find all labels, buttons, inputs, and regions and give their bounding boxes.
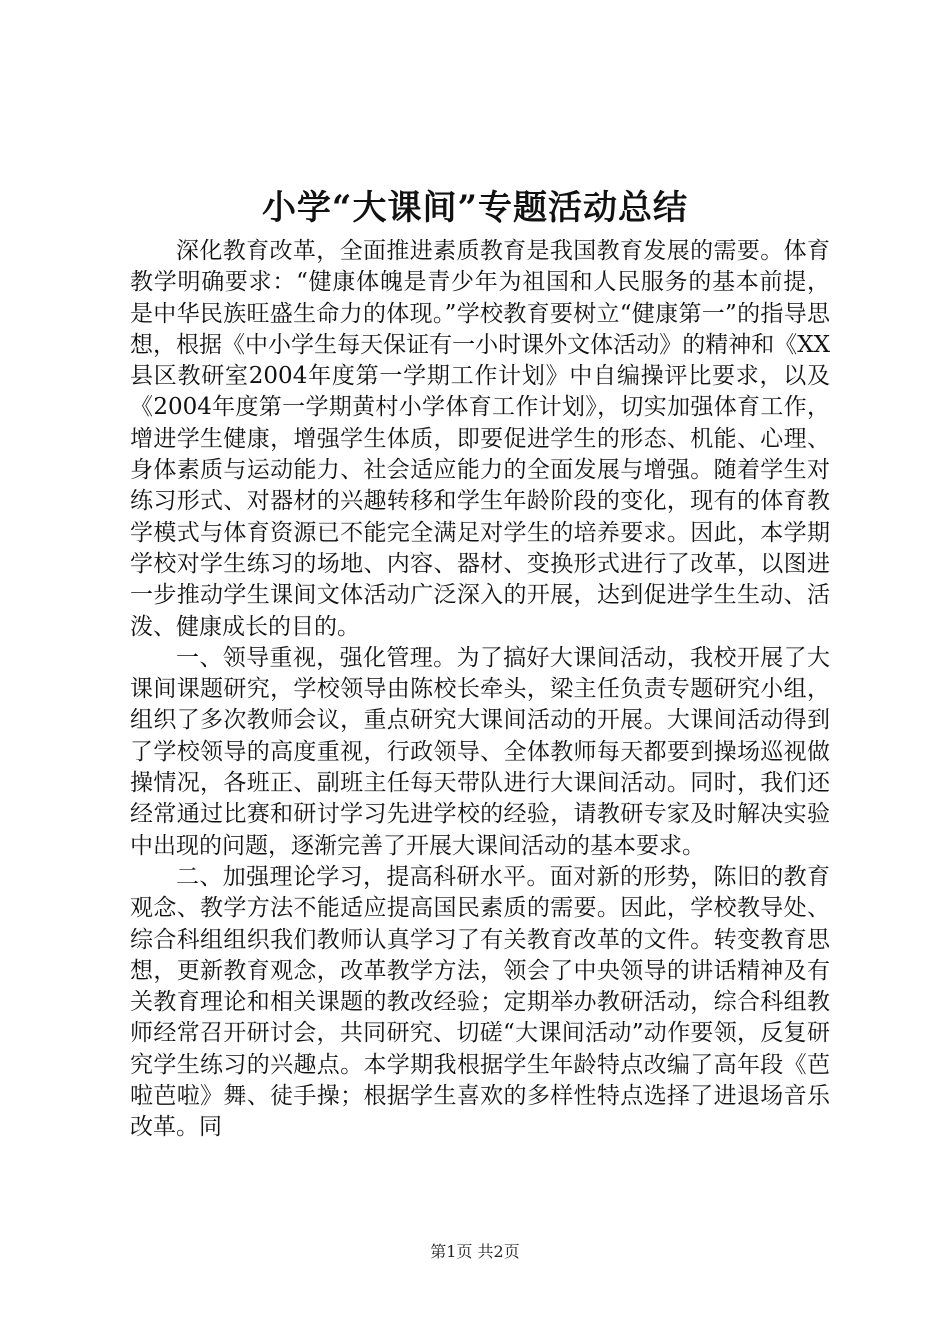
- paragraph-intro: 深化教育改革，全面推进素质教育是我国教育发展的需要。体育教学明确要求：“健康体魄是青少年为祖国和人民服务的基本前提，是中华民族旺盛生命力的体现。”学校教育要树立“健康第一”的指导思想，根据《中小学生每天保证有一小时课外文体活动》的精神和《XX县区教研室2004年度第一学期工作计划》中自编操评比要求，以及《2004年度第一学期黄村小学体育工作计划》，切实加强体育工作，增进学生健康，增强学生体质，即要促进学生的形态、机能、心理、身体素质与运动能力、社会适应能力的全面发展与增强。随着学生对练习形式、对器材的兴趣转移和学生年龄阶段的变化，现有的体育教学模式与体育资源已不能完全满足对学生的培养要求。因此，本学期学校对学生练习的场地、内容、器材、变换形式进行了改革，以图进一步推动学生课间文体活动广泛深入的开展，达到促进学生生动、活泼、健康成长的目的。: [130, 238, 830, 640]
- paragraph-section-2: 二、加强理论学习，提高科研水平。面对新的形势，陈旧的教育观念、教学方法不能适应提高国民素质的需要。因此，学校教导处、综合科组组织我们教师认真学习了有关教育改革的文件。转变教育思想，更新教育观念，改革教学方法，领会了中央领导的讲话精神及有关教育理论和相关课题的教改经验；定期举办教研活动，综合科组教师经常召开研讨会，共同研究、切磋“大课间活动”动作要领，反复研究学生练习的兴趣点。本学期我根据学生年龄特点改编了高年段《芭啦芭啦》舞、徒手操；根据学生喜欢的多样性特点选择了进退场音乐改革。同: [130, 863, 830, 1141]
- document-body: [130, 236, 830, 1144]
- document-title: 小学“大课间”专题活动总结: [261, 188, 689, 228]
- paragraph-section-1: 一、领导重视，强化管理。为了搞好大课间活动，我校开展了大课间课题研究，学校领导由陈校长牵头，梁主任负责专题研究小组，组织了多次教师会议，重点研究大课间活动的开展。大课间活动得到了学校领导的高度重视，行政领导、全体教师每天都要到操场巡视做操情况，各班正、副班主任每天带队进行大课间活动。同时，我们还经常通过比赛和研讨学习先进学校的经验，请教研专家及时解决实验中出现的问题，逐渐完善了开展大课间活动的基本要求。: [130, 644, 830, 859]
- page-number-footer: 第1页 共2页: [430, 1242, 520, 1261]
